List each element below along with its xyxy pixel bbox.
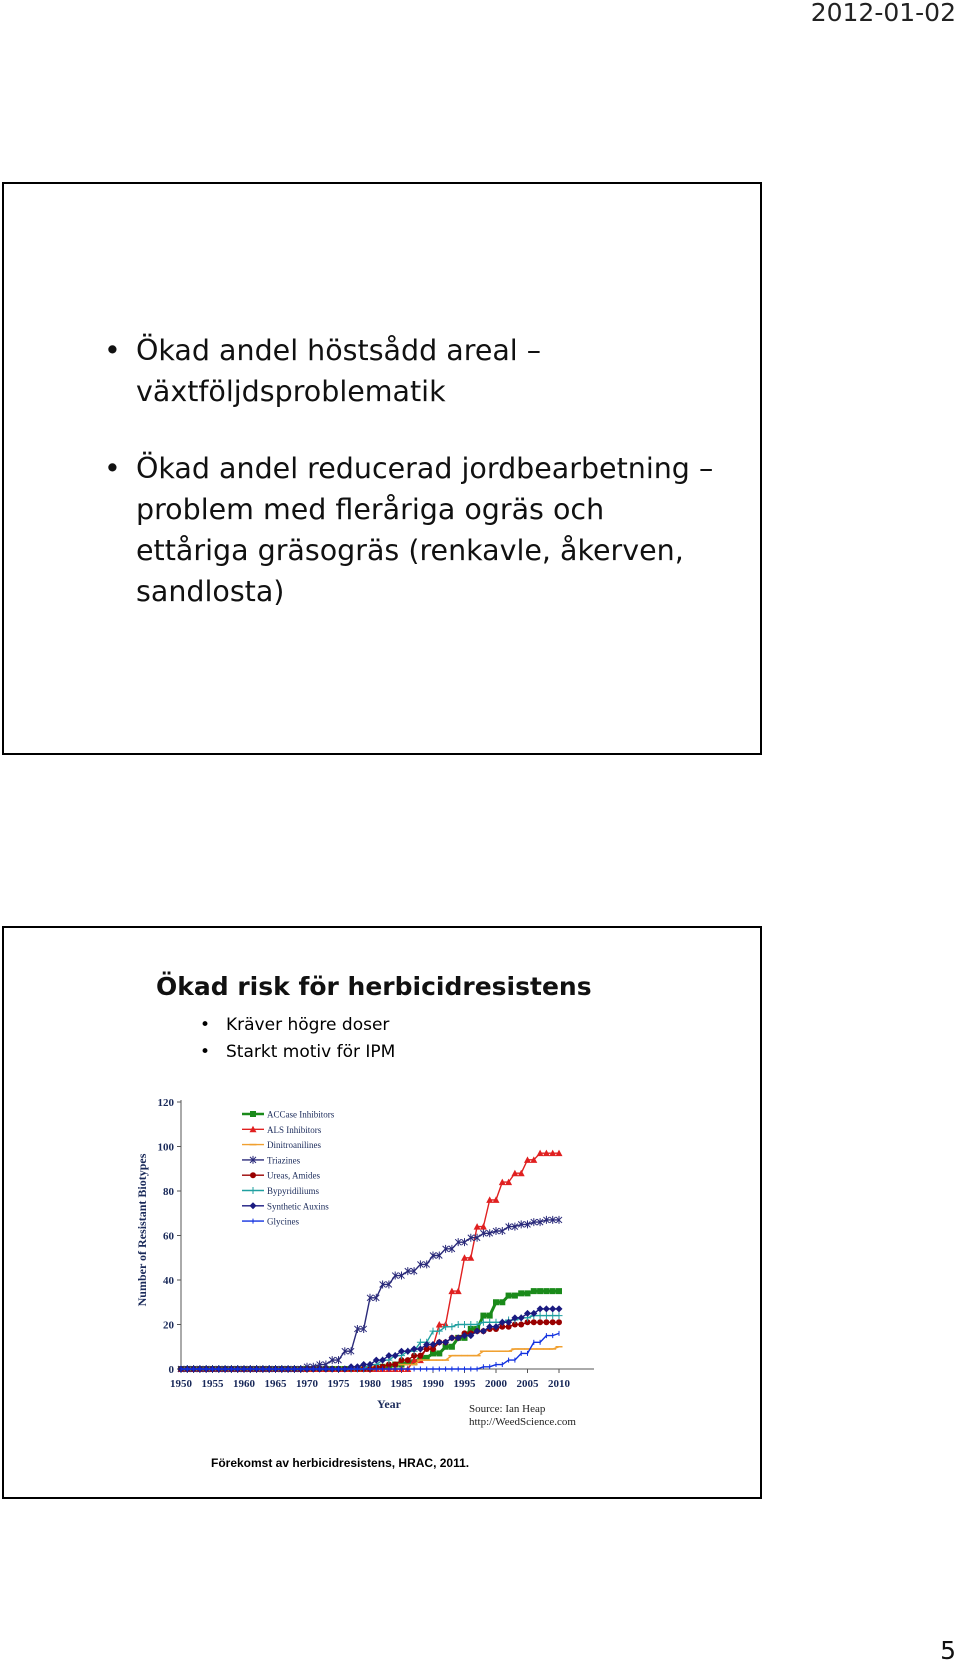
- series-point: [556, 1288, 562, 1294]
- y-axis-title: Number of Resistant Biotypes: [135, 1153, 149, 1307]
- x-tick-label: 1970: [296, 1378, 318, 1390]
- slide-2: [2, 926, 762, 1499]
- series-point: [556, 1305, 563, 1312]
- x-tick-label: 1965: [264, 1378, 287, 1390]
- resistance-chart: [129, 1080, 624, 1430]
- x-ticks: [170, 1369, 571, 1390]
- x-axis-title: Year: [377, 1397, 401, 1411]
- series-point: [531, 1288, 537, 1294]
- series-point: [518, 1322, 524, 1328]
- series-point: [405, 1357, 411, 1363]
- series-point: [461, 1321, 468, 1328]
- resistance-chart-svg: [129, 1080, 624, 1430]
- y-ticks: [158, 1097, 182, 1376]
- series-group: [178, 1150, 563, 1373]
- series-point: [525, 1290, 531, 1296]
- x-tick-label: 1980: [359, 1378, 381, 1390]
- x-tick-label: 1975: [327, 1378, 350, 1390]
- series-point: [556, 1319, 562, 1325]
- x-tick-label: 2005: [516, 1378, 539, 1390]
- legend-label: ACCase Inhibitors: [267, 1109, 335, 1120]
- y-tick-label: 100: [157, 1141, 174, 1154]
- legend-label: Glycines: [267, 1216, 299, 1227]
- series-point: [430, 1328, 437, 1335]
- series-point: [543, 1319, 549, 1325]
- series-point: [550, 1319, 556, 1325]
- series-point: [436, 1350, 442, 1356]
- x-tick-label: 1950: [170, 1378, 192, 1390]
- series-point: [417, 1353, 423, 1359]
- slide1-bullet: • Ökad andel höstsådd areal – växtföljdsproblematik: [104, 330, 724, 412]
- x-tick-label: 1955: [201, 1378, 224, 1390]
- chart-legend: [238, 1107, 344, 1235]
- y-tick-label: 60: [163, 1230, 174, 1243]
- series-point: [531, 1319, 537, 1325]
- slide2-title: Ökad risk för herbicidresistens: [156, 972, 592, 1001]
- x-tick-label: 2010: [548, 1378, 570, 1390]
- legend-label: Ureas, Amides: [267, 1170, 320, 1181]
- y-tick-label: 120: [157, 1097, 174, 1109]
- x-tick-label: 1985: [390, 1378, 413, 1390]
- legend-label: ALS Inhibitors: [267, 1124, 322, 1135]
- slide1-bullet-list: [104, 330, 724, 648]
- x-tick-label: 1995: [453, 1378, 476, 1390]
- series-point: [537, 1312, 544, 1319]
- series-triazines: [178, 1216, 562, 1373]
- series-point: [549, 1312, 556, 1319]
- series-line: [181, 1309, 559, 1369]
- series-point: [543, 1305, 550, 1312]
- series-point: [506, 1293, 512, 1299]
- y-tick-label: 0: [168, 1364, 174, 1376]
- series-line: [181, 1153, 559, 1369]
- x-tick-label: 2000: [485, 1378, 507, 1390]
- page-number: 5: [940, 1636, 956, 1665]
- y-tick-label: 80: [163, 1186, 174, 1198]
- legend-marker: [250, 1111, 256, 1117]
- slide2-bullet-list: [200, 1012, 395, 1066]
- series-point: [455, 1321, 462, 1328]
- series-point: [543, 1288, 549, 1294]
- legend-label: Triazines: [267, 1155, 301, 1166]
- series-point: [537, 1288, 543, 1294]
- slide2-bullet: • Starkt motiv för IPM: [200, 1039, 395, 1066]
- slide1-bullet: • Ökad andel reducerad jordbearbetning – problem med fleråriga ogräs och ettåriga gräsogräs (renkavle, åkerven, sandlosta): [104, 448, 724, 612]
- series-als-inhibitors: [178, 1150, 563, 1372]
- series-point: [448, 1323, 455, 1330]
- series-point: [543, 1312, 550, 1319]
- legend-label: Dinitroanilines: [267, 1140, 321, 1151]
- series-point: [550, 1288, 556, 1294]
- x-tick-label: 1960: [233, 1378, 255, 1390]
- series-point: [449, 1344, 455, 1350]
- series-point: [537, 1319, 543, 1325]
- series-point: [487, 1313, 493, 1319]
- slide-1: [2, 182, 762, 755]
- series-point: [512, 1293, 518, 1299]
- series-point: [549, 1305, 556, 1312]
- slide2-bullet: • Kräver högre doser: [200, 1012, 395, 1039]
- legend-marker: [250, 1172, 256, 1178]
- series-point: [518, 1290, 524, 1296]
- series-point: [480, 1313, 486, 1319]
- series-point: [493, 1299, 499, 1305]
- y-tick-label: 20: [163, 1319, 174, 1332]
- source-credit: Source: Ian Heap: [469, 1403, 546, 1415]
- chart-caption: Förekomst av herbicidresistens, HRAC, 2011.: [211, 1456, 470, 1470]
- series-point: [499, 1299, 505, 1305]
- legend-label: Synthetic Auxins: [267, 1201, 329, 1212]
- series-point: [556, 1312, 563, 1319]
- source-url: http://WeedScience.com: [469, 1416, 576, 1428]
- x-tick-label: 1990: [422, 1378, 444, 1390]
- y-tick-label: 40: [163, 1275, 174, 1287]
- header-date: 2012-01-02: [810, 0, 956, 27]
- legend-label: Bypyridiliums: [267, 1186, 320, 1196]
